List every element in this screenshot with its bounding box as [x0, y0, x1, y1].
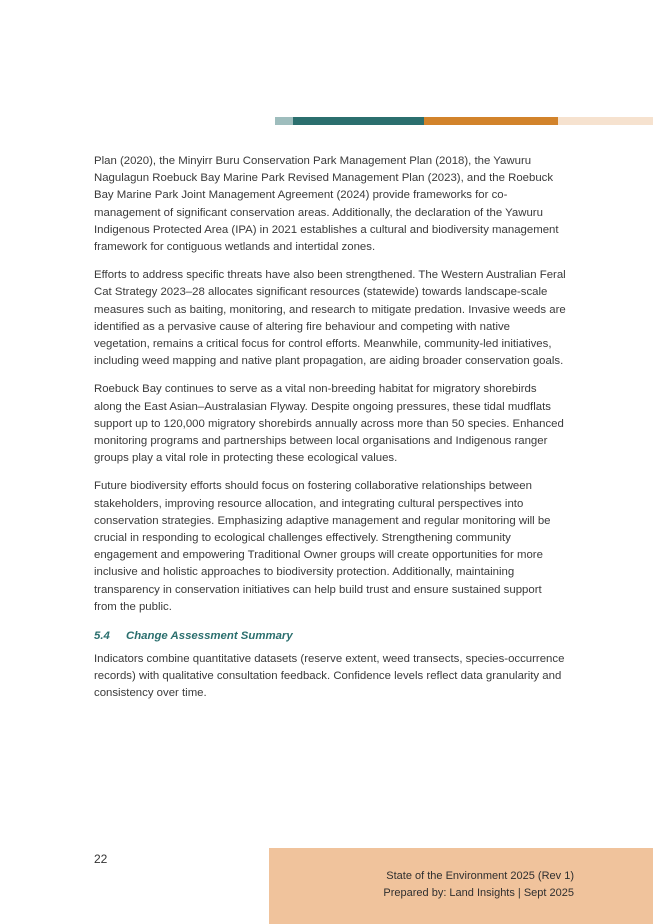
accent-segment-orange: [424, 117, 558, 125]
footer-text: [383, 868, 574, 902]
footer-prepared-by: Prepared by: Land Insights | Sept 2025: [383, 887, 574, 899]
section-heading: [94, 628, 566, 645]
page-number: 22: [94, 852, 108, 866]
body-paragraph: Roebuck Bay continues to serve as a vital non-breeding habitat for migratory shorebirds along the East Asian–Australasian Flyway. Despite ongoing pressures, these tidal mudflats support up to 120,000 migratory shorebirds annually across more than 50 species. Enhanced monitoring programs and partnerships between local organisations and Indigenous ranger groups play a vital role in protecting these ecological values.: [94, 383, 564, 465]
body-paragraph: Future biodiversity efforts should focus on fostering collaborative relationships between stakeholders, improving resource allocation, and integrating cultural perspectives into conservation strategies. Emphasizing adaptive management and regular monitoring will be crucial in responding to ecological challenges effectively. Strengthening community engagement and empowering Traditional Owner groups will create opportunities for more inclusive and holistic approaches to biodiversity protection. Additionally, maintaining transparency in conservation initiatives can help build trust and ensure sustained support from the public.: [94, 480, 551, 613]
body-content: [94, 153, 566, 714]
footer-report-title: State of the Environment 2025 (Rev 1): [386, 870, 574, 882]
section-number: 5.4: [94, 630, 110, 643]
body-paragraph: Plan (2020), the Minyirr Buru Conservation Park Management Plan (2018), the Yawuru Nagulagun Roebuck Bay Marine Park Revised Management Plan (2023), and the Roebuck Bay Marine Park Joint Management Agreement (2024) provide frameworks for co-management of significant conservation areas. Additionally, the declaration of the Yawuru Indigenous Protected Area (IPA) in 2021 establishes a cultural and biodiversity management framework for contiguous wetlands and intertidal zones.: [94, 155, 559, 254]
section-paragraph: Indicators combine quantitative datasets (reserve extent, weed transects, species-occurrence records) with qualitative consultation feedback. Confidence levels reflect data granularity and consistency over time.: [94, 653, 565, 700]
body-paragraph: Efforts to address specific threats have also been strengthened. The Western Australian Feral Cat Strategy 2023–28 allocates significant resources (statewide) towards landscape-scale measures such as baiting, monitoring, and research to mitigate predation. Invasive weeds are identified as a pervasive cause of altering fire behaviour and competing with native vegetation, remains a critical focus for control efforts. Meanwhile, community-led initiatives, including weed mapping and native plant propagation, are aiding broader conservation goals.: [94, 269, 566, 368]
footer-box: [269, 848, 653, 924]
header-accent-bar: [275, 117, 653, 125]
accent-segment-light-teal: [275, 117, 293, 125]
section-title: Change Assessment Summary: [126, 630, 293, 643]
accent-segment-peach: [558, 117, 653, 125]
accent-segment-teal: [293, 117, 424, 125]
